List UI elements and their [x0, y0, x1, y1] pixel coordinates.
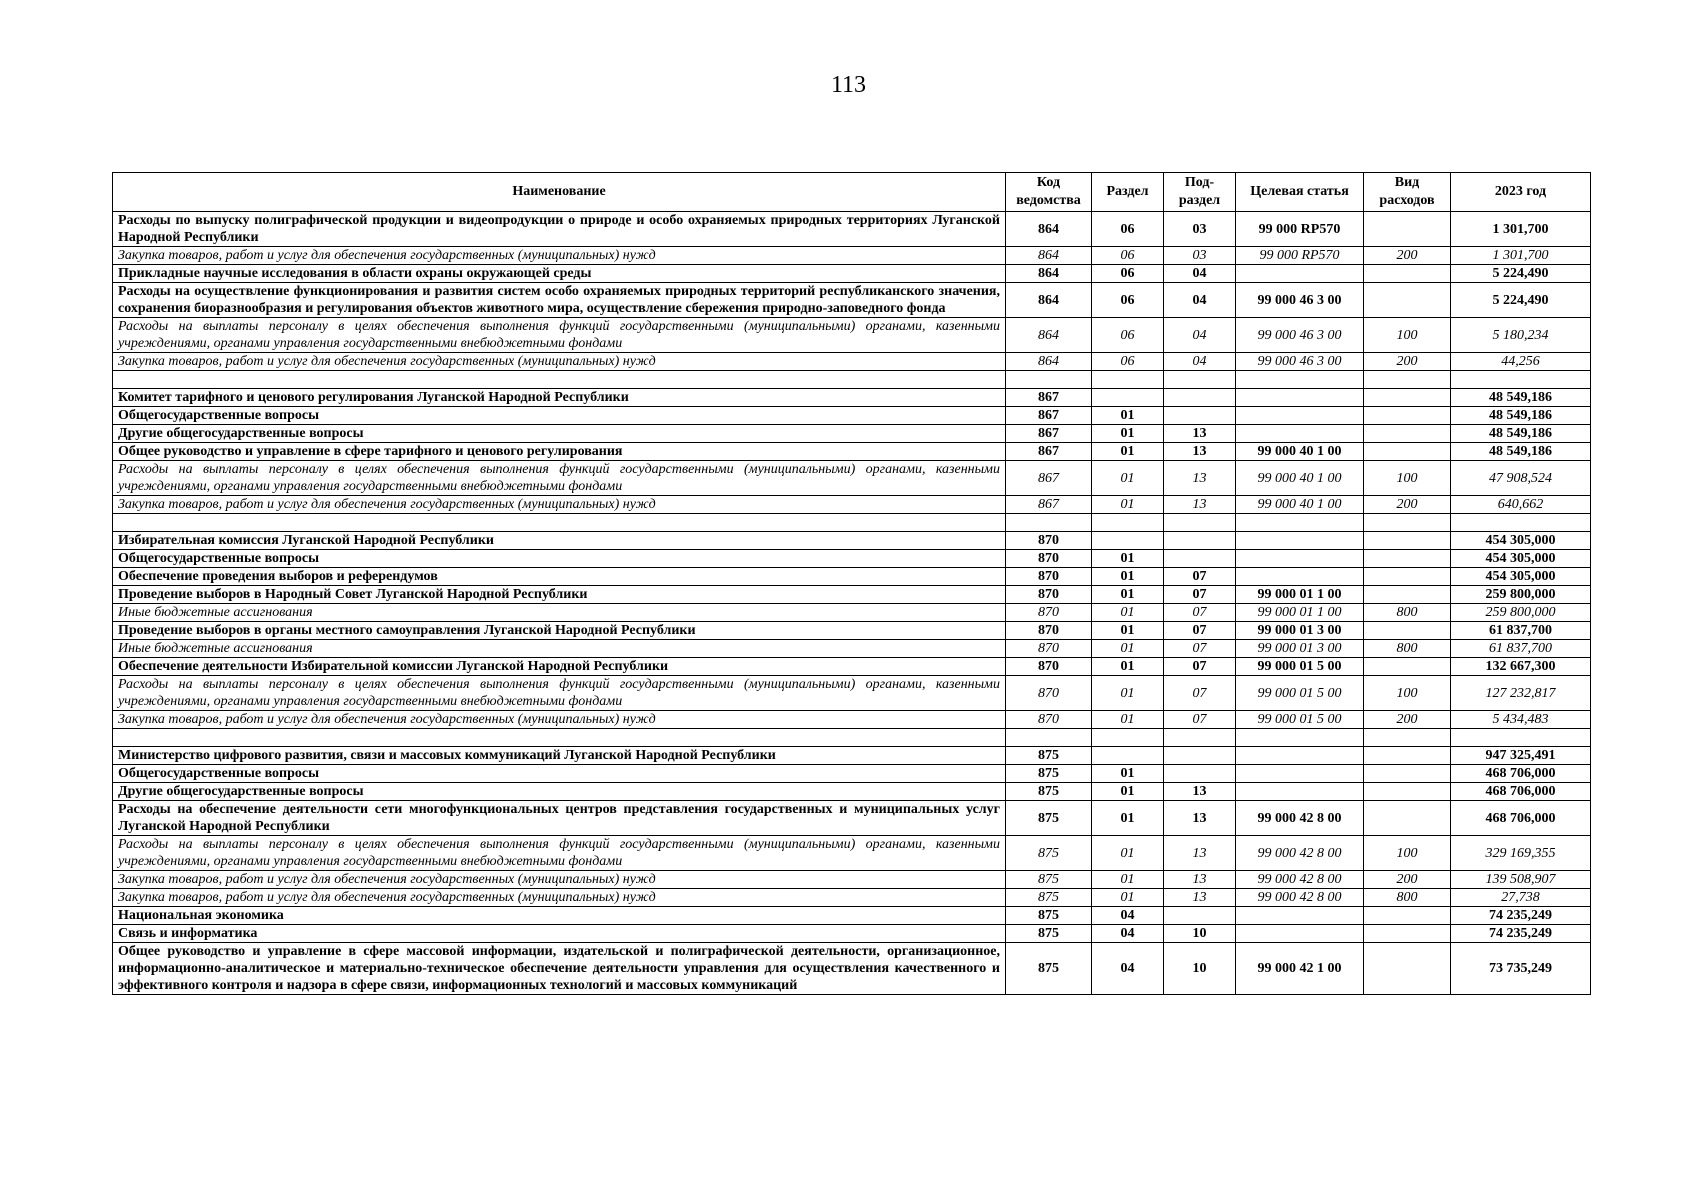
cell-name: Другие общегосударственные вопросы	[113, 425, 1006, 443]
cell-amount: 48 549,186	[1451, 443, 1591, 461]
cell-section: 04	[1092, 925, 1164, 943]
cell-subsection: 13	[1164, 461, 1236, 496]
cell-expense-type	[1364, 532, 1451, 550]
cell-amount: 48 549,186	[1451, 389, 1591, 407]
cell-dept-code: 875	[1006, 871, 1092, 889]
table-row	[113, 658, 1591, 676]
cell-dept-code: 870	[1006, 676, 1092, 711]
cell-amount: 5 434,483	[1451, 711, 1591, 729]
cell-expense-type	[1364, 550, 1451, 568]
header-name: Наименование	[113, 173, 1006, 212]
cell-section: 01	[1092, 765, 1164, 783]
cell-name: Общее руководство и управление в сфере тарифного и ценового регулирования	[113, 443, 1006, 461]
cell-section: 01	[1092, 586, 1164, 604]
cell-expense-type	[1364, 783, 1451, 801]
table-row	[113, 925, 1591, 943]
cell-name: Расходы на выплаты персоналу в целях обеспечения выполнения функций государственными (муниципальными) органами, казенными учреждениями, органами управления государственными внебюджетными фондами	[113, 461, 1006, 496]
cell-expense-type	[1364, 265, 1451, 283]
cell-target-article: 99 000 01 5 00	[1236, 658, 1364, 676]
cell-subsection: 07	[1164, 658, 1236, 676]
cell-section	[1092, 371, 1164, 389]
cell-dept-code: 875	[1006, 801, 1092, 836]
cell-name: Обеспечение проведения выборов и референдумов	[113, 568, 1006, 586]
cell-dept-code: 875	[1006, 889, 1092, 907]
cell-target-article	[1236, 925, 1364, 943]
cell-expense-type	[1364, 407, 1451, 425]
cell-subsection: 10	[1164, 943, 1236, 995]
table-row	[113, 568, 1591, 586]
table-row	[113, 943, 1591, 995]
table-row	[113, 461, 1591, 496]
cell-name	[113, 371, 1006, 389]
cell-subsection: 07	[1164, 711, 1236, 729]
cell-amount	[1451, 729, 1591, 747]
cell-target-article: 99 000 01 1 00	[1236, 586, 1364, 604]
cell-subsection: 07	[1164, 568, 1236, 586]
cell-name: Закупка товаров, работ и услуг для обеспечения государственных (муниципальных) нужд	[113, 496, 1006, 514]
cell-expense-type	[1364, 943, 1451, 995]
cell-dept-code: 870	[1006, 711, 1092, 729]
table-row	[113, 622, 1591, 640]
cell-dept-code: 867	[1006, 425, 1092, 443]
cell-section: 01	[1092, 425, 1164, 443]
cell-dept-code: 875	[1006, 907, 1092, 925]
cell-expense-type: 800	[1364, 640, 1451, 658]
cell-expense-type	[1364, 907, 1451, 925]
cell-subsection	[1164, 514, 1236, 532]
cell-section: 01	[1092, 568, 1164, 586]
cell-amount: 5 224,490	[1451, 283, 1591, 318]
cell-section	[1092, 514, 1164, 532]
cell-subsection	[1164, 389, 1236, 407]
cell-target-article: 99 000 01 3 00	[1236, 640, 1364, 658]
cell-target-article	[1236, 550, 1364, 568]
cell-name: Общегосударственные вопросы	[113, 550, 1006, 568]
cell-dept-code	[1006, 371, 1092, 389]
table-row	[113, 514, 1591, 532]
cell-dept-code: 864	[1006, 265, 1092, 283]
cell-amount: 454 305,000	[1451, 550, 1591, 568]
cell-amount: 27,738	[1451, 889, 1591, 907]
cell-expense-type	[1364, 801, 1451, 836]
cell-name: Национальная экономика	[113, 907, 1006, 925]
cell-amount: 1 301,700	[1451, 247, 1591, 265]
cell-target-article: 99 000 40 1 00	[1236, 496, 1364, 514]
table-row	[113, 371, 1591, 389]
cell-dept-code: 875	[1006, 747, 1092, 765]
cell-section: 01	[1092, 836, 1164, 871]
cell-target-article	[1236, 729, 1364, 747]
cell-amount	[1451, 371, 1591, 389]
cell-section: 01	[1092, 676, 1164, 711]
header-target-article: Целевая статья	[1236, 173, 1364, 212]
cell-subsection: 04	[1164, 353, 1236, 371]
cell-section: 01	[1092, 622, 1164, 640]
table-row	[113, 212, 1591, 247]
cell-expense-type	[1364, 925, 1451, 943]
cell-amount: 468 706,000	[1451, 783, 1591, 801]
cell-expense-type	[1364, 586, 1451, 604]
cell-dept-code: 875	[1006, 943, 1092, 995]
cell-name: Закупка товаров, работ и услуг для обеспечения государственных (муниципальных) нужд	[113, 889, 1006, 907]
cell-target-article: 99 000 01 1 00	[1236, 604, 1364, 622]
table-row	[113, 604, 1591, 622]
cell-subsection	[1164, 550, 1236, 568]
cell-expense-type	[1364, 425, 1451, 443]
cell-target-article: 99 000 42 1 00	[1236, 943, 1364, 995]
cell-subsection: 13	[1164, 836, 1236, 871]
cell-target-article: 99 000 42 8 00	[1236, 871, 1364, 889]
cell-expense-type: 100	[1364, 836, 1451, 871]
cell-target-article	[1236, 907, 1364, 925]
cell-section: 01	[1092, 496, 1164, 514]
cell-target-article	[1236, 568, 1364, 586]
cell-amount: 454 305,000	[1451, 568, 1591, 586]
table-row	[113, 247, 1591, 265]
cell-section	[1092, 389, 1164, 407]
cell-subsection	[1164, 729, 1236, 747]
cell-expense-type	[1364, 443, 1451, 461]
cell-target-article	[1236, 389, 1364, 407]
cell-subsection: 07	[1164, 640, 1236, 658]
cell-amount: 468 706,000	[1451, 765, 1591, 783]
cell-target-article	[1236, 783, 1364, 801]
cell-target-article: 99 000 01 5 00	[1236, 711, 1364, 729]
cell-amount: 74 235,249	[1451, 907, 1591, 925]
cell-dept-code: 870	[1006, 658, 1092, 676]
table-header-row	[113, 173, 1591, 212]
cell-target-article: 99 000 01 5 00	[1236, 676, 1364, 711]
cell-amount: 48 549,186	[1451, 407, 1591, 425]
cell-amount: 61 837,700	[1451, 622, 1591, 640]
cell-section: 06	[1092, 318, 1164, 353]
table-row	[113, 496, 1591, 514]
cell-name	[113, 514, 1006, 532]
cell-subsection: 13	[1164, 783, 1236, 801]
cell-name: Расходы на выплаты персоналу в целях обеспечения выполнения функций государственными (муниципальными) органами, казенными учреждениями, органами управления государственными внебюджетными фондами	[113, 836, 1006, 871]
cell-section: 01	[1092, 461, 1164, 496]
table-row	[113, 801, 1591, 836]
table-row	[113, 586, 1591, 604]
cell-target-article	[1236, 747, 1364, 765]
cell-subsection: 10	[1164, 925, 1236, 943]
cell-expense-type	[1364, 729, 1451, 747]
cell-dept-code: 870	[1006, 604, 1092, 622]
cell-expense-type	[1364, 389, 1451, 407]
cell-amount: 454 305,000	[1451, 532, 1591, 550]
cell-subsection: 13	[1164, 871, 1236, 889]
cell-expense-type	[1364, 622, 1451, 640]
cell-dept-code: 864	[1006, 283, 1092, 318]
cell-subsection: 04	[1164, 283, 1236, 318]
cell-section: 01	[1092, 658, 1164, 676]
cell-subsection: 13	[1164, 889, 1236, 907]
table-row	[113, 676, 1591, 711]
table-row	[113, 532, 1591, 550]
cell-expense-type	[1364, 658, 1451, 676]
cell-subsection: 04	[1164, 318, 1236, 353]
cell-expense-type: 100	[1364, 676, 1451, 711]
table-row	[113, 889, 1591, 907]
cell-amount: 47 908,524	[1451, 461, 1591, 496]
cell-dept-code: 875	[1006, 925, 1092, 943]
cell-name	[113, 729, 1006, 747]
cell-name: Расходы на выплаты персоналу в целях обеспечения выполнения функций государственными (муниципальными) органами, казенными учреждениями, органами управления государственными внебюджетными фондами	[113, 676, 1006, 711]
header-expense-type: Вид расходов	[1364, 173, 1451, 212]
cell-target-article: 99 000 01 3 00	[1236, 622, 1364, 640]
cell-target-article	[1236, 425, 1364, 443]
cell-expense-type: 800	[1364, 889, 1451, 907]
header-subsection: Под-раздел	[1164, 173, 1236, 212]
cell-subsection: 13	[1164, 443, 1236, 461]
cell-section: 06	[1092, 265, 1164, 283]
cell-subsection: 07	[1164, 604, 1236, 622]
cell-amount: 947 325,491	[1451, 747, 1591, 765]
cell-dept-code: 867	[1006, 407, 1092, 425]
cell-name: Закупка товаров, работ и услуг для обеспечения государственных (муниципальных) нужд	[113, 871, 1006, 889]
cell-name: Проведение выборов в органы местного самоуправления Луганской Народной Республики	[113, 622, 1006, 640]
cell-expense-type	[1364, 568, 1451, 586]
cell-dept-code: 870	[1006, 640, 1092, 658]
cell-subsection	[1164, 907, 1236, 925]
cell-amount: 127 232,817	[1451, 676, 1591, 711]
cell-amount: 61 837,700	[1451, 640, 1591, 658]
cell-section	[1092, 729, 1164, 747]
cell-target-article: 99 000 42 8 00	[1236, 889, 1364, 907]
cell-dept-code: 864	[1006, 318, 1092, 353]
cell-section	[1092, 747, 1164, 765]
table-row	[113, 765, 1591, 783]
cell-subsection: 07	[1164, 676, 1236, 711]
cell-target-article: 99 000 46 3 00	[1236, 318, 1364, 353]
cell-name: Закупка товаров, работ и услуг для обеспечения государственных (муниципальных) нужд	[113, 711, 1006, 729]
cell-dept-code: 870	[1006, 622, 1092, 640]
cell-dept-code: 864	[1006, 353, 1092, 371]
cell-section: 01	[1092, 443, 1164, 461]
cell-subsection	[1164, 532, 1236, 550]
table-row	[113, 783, 1591, 801]
cell-subsection	[1164, 765, 1236, 783]
table-row	[113, 729, 1591, 747]
cell-amount: 259 800,000	[1451, 604, 1591, 622]
cell-amount: 259 800,000	[1451, 586, 1591, 604]
cell-name: Проведение выборов в Народный Совет Луганской Народной Республики	[113, 586, 1006, 604]
cell-amount: 74 235,249	[1451, 925, 1591, 943]
table-row	[113, 389, 1591, 407]
table-row	[113, 907, 1591, 925]
cell-expense-type	[1364, 765, 1451, 783]
cell-amount: 73 735,249	[1451, 943, 1591, 995]
cell-name: Расходы на выплаты персоналу в целях обеспечения выполнения функций государственными (муниципальными) органами, казенными учреждениями, органами управления государственными внебюджетными фондами	[113, 318, 1006, 353]
cell-name: Общее руководство и управление в сфере массовой информации, издательской и полиграфической деятельности, организационное, информационно-аналитическое и материально-техническое обеспечение деятельности управления для осуществления качественного и эффективного контроля и надзора в сфере связи, информационных технологий и массовых коммуникаций	[113, 943, 1006, 995]
table-row	[113, 871, 1591, 889]
cell-amount: 5 224,490	[1451, 265, 1591, 283]
cell-dept-code: 870	[1006, 550, 1092, 568]
cell-section: 06	[1092, 247, 1164, 265]
cell-amount: 48 549,186	[1451, 425, 1591, 443]
cell-target-article	[1236, 265, 1364, 283]
cell-section: 01	[1092, 550, 1164, 568]
cell-subsection: 03	[1164, 212, 1236, 247]
cell-subsection	[1164, 747, 1236, 765]
cell-dept-code	[1006, 729, 1092, 747]
cell-subsection: 07	[1164, 586, 1236, 604]
table-row	[113, 283, 1591, 318]
table-row	[113, 353, 1591, 371]
cell-subsection: 03	[1164, 247, 1236, 265]
table-row	[113, 747, 1591, 765]
table-body	[113, 212, 1591, 995]
cell-dept-code: 870	[1006, 568, 1092, 586]
cell-section: 06	[1092, 283, 1164, 318]
cell-expense-type	[1364, 514, 1451, 532]
cell-dept-code: 864	[1006, 247, 1092, 265]
table-row	[113, 443, 1591, 461]
cell-section: 01	[1092, 711, 1164, 729]
cell-subsection: 13	[1164, 496, 1236, 514]
cell-dept-code: 870	[1006, 532, 1092, 550]
cell-name: Прикладные научные исследования в области охраны окружающей среды	[113, 265, 1006, 283]
cell-name: Расходы по выпуску полиграфической продукции и видеопродукции о природе и особо охраняемых природных территориях Луганской Народной Республики	[113, 212, 1006, 247]
table-row	[113, 407, 1591, 425]
cell-amount	[1451, 514, 1591, 532]
cell-name: Другие общегосударственные вопросы	[113, 783, 1006, 801]
cell-subsection: 13	[1164, 801, 1236, 836]
table-row	[113, 836, 1591, 871]
cell-name: Комитет тарифного и ценового регулирования Луганской Народной Республики	[113, 389, 1006, 407]
cell-target-article	[1236, 407, 1364, 425]
cell-target-article	[1236, 514, 1364, 532]
cell-target-article	[1236, 532, 1364, 550]
cell-amount: 329 169,355	[1451, 836, 1591, 871]
cell-name: Общегосударственные вопросы	[113, 765, 1006, 783]
cell-amount: 640,662	[1451, 496, 1591, 514]
cell-name: Закупка товаров, работ и услуг для обеспечения государственных (муниципальных) нужд	[113, 353, 1006, 371]
cell-expense-type: 200	[1364, 353, 1451, 371]
cell-section: 04	[1092, 907, 1164, 925]
cell-section: 04	[1092, 943, 1164, 995]
cell-subsection: 07	[1164, 622, 1236, 640]
cell-expense-type: 200	[1364, 247, 1451, 265]
cell-section: 01	[1092, 407, 1164, 425]
cell-subsection: 13	[1164, 425, 1236, 443]
cell-name: Связь и информатика	[113, 925, 1006, 943]
table-row	[113, 711, 1591, 729]
header-section: Раздел	[1092, 173, 1164, 212]
cell-section: 01	[1092, 640, 1164, 658]
table-row	[113, 425, 1591, 443]
cell-name: Общегосударственные вопросы	[113, 407, 1006, 425]
cell-expense-type: 100	[1364, 318, 1451, 353]
cell-section: 06	[1092, 353, 1164, 371]
cell-amount: 132 667,300	[1451, 658, 1591, 676]
cell-section: 01	[1092, 801, 1164, 836]
cell-dept-code: 875	[1006, 836, 1092, 871]
cell-section: 01	[1092, 871, 1164, 889]
cell-subsection	[1164, 371, 1236, 389]
cell-name: Избирательная комиссия Луганской Народной Республики	[113, 532, 1006, 550]
cell-target-article: 99 000 46 3 00	[1236, 353, 1364, 371]
table-row	[113, 318, 1591, 353]
cell-name: Иные бюджетные ассигнования	[113, 640, 1006, 658]
cell-name: Обеспечение деятельности Избирательной комиссии Луганской Народной Республики	[113, 658, 1006, 676]
cell-dept-code: 875	[1006, 783, 1092, 801]
cell-amount: 44,256	[1451, 353, 1591, 371]
cell-dept-code: 875	[1006, 765, 1092, 783]
cell-amount: 1 301,700	[1451, 212, 1591, 247]
table-row	[113, 550, 1591, 568]
cell-name: Иные бюджетные ассигнования	[113, 604, 1006, 622]
cell-name: Расходы на осуществление функционирования и развития систем особо охраняемых природных территорий республиканского значения, сохранения биоразнообразия и регулирования объектов животного мира, осуществление сбережения природно-заповедного фонда	[113, 283, 1006, 318]
cell-dept-code: 864	[1006, 212, 1092, 247]
cell-dept-code	[1006, 514, 1092, 532]
cell-expense-type: 200	[1364, 711, 1451, 729]
cell-amount: 139 508,907	[1451, 871, 1591, 889]
cell-target-article: 99 000 42 8 00	[1236, 801, 1364, 836]
cell-dept-code: 867	[1006, 461, 1092, 496]
cell-section: 01	[1092, 604, 1164, 622]
cell-target-article: 99 000 RP570	[1236, 212, 1364, 247]
cell-expense-type: 800	[1364, 604, 1451, 622]
cell-subsection	[1164, 407, 1236, 425]
cell-amount: 5 180,234	[1451, 318, 1591, 353]
cell-expense-type: 200	[1364, 496, 1451, 514]
cell-name: Министерство цифрового развития, связи и массовых коммуникаций Луганской Народной Республики	[113, 747, 1006, 765]
table-row	[113, 265, 1591, 283]
cell-target-article: 99 000 40 1 00	[1236, 443, 1364, 461]
cell-section: 06	[1092, 212, 1164, 247]
page-number: 113	[830, 72, 867, 98]
header-dept-code: Код ведомства	[1006, 173, 1092, 212]
cell-name: Расходы на обеспечение деятельности сети многофункциональных центров представления государственных и муниципальных услуг Луганской Народной Республики	[113, 801, 1006, 836]
cell-target-article	[1236, 765, 1364, 783]
table-row	[113, 640, 1591, 658]
cell-expense-type	[1364, 371, 1451, 389]
cell-section: 01	[1092, 783, 1164, 801]
cell-section: 01	[1092, 889, 1164, 907]
cell-expense-type	[1364, 212, 1451, 247]
cell-target-article	[1236, 371, 1364, 389]
cell-amount: 468 706,000	[1451, 801, 1591, 836]
cell-dept-code: 867	[1006, 443, 1092, 461]
budget-table	[112, 172, 1591, 995]
cell-dept-code: 867	[1006, 496, 1092, 514]
cell-expense-type	[1364, 283, 1451, 318]
cell-target-article: 99 000 RP570	[1236, 247, 1364, 265]
cell-dept-code: 867	[1006, 389, 1092, 407]
cell-target-article: 99 000 46 3 00	[1236, 283, 1364, 318]
cell-section	[1092, 532, 1164, 550]
cell-expense-type: 200	[1364, 871, 1451, 889]
cell-expense-type: 100	[1364, 461, 1451, 496]
cell-target-article: 99 000 40 1 00	[1236, 461, 1364, 496]
cell-subsection: 04	[1164, 265, 1236, 283]
cell-dept-code: 870	[1006, 586, 1092, 604]
header-year-2023: 2023 год	[1451, 173, 1591, 212]
cell-target-article: 99 000 42 8 00	[1236, 836, 1364, 871]
cell-expense-type	[1364, 747, 1451, 765]
cell-name: Закупка товаров, работ и услуг для обеспечения государственных (муниципальных) нужд	[113, 247, 1006, 265]
